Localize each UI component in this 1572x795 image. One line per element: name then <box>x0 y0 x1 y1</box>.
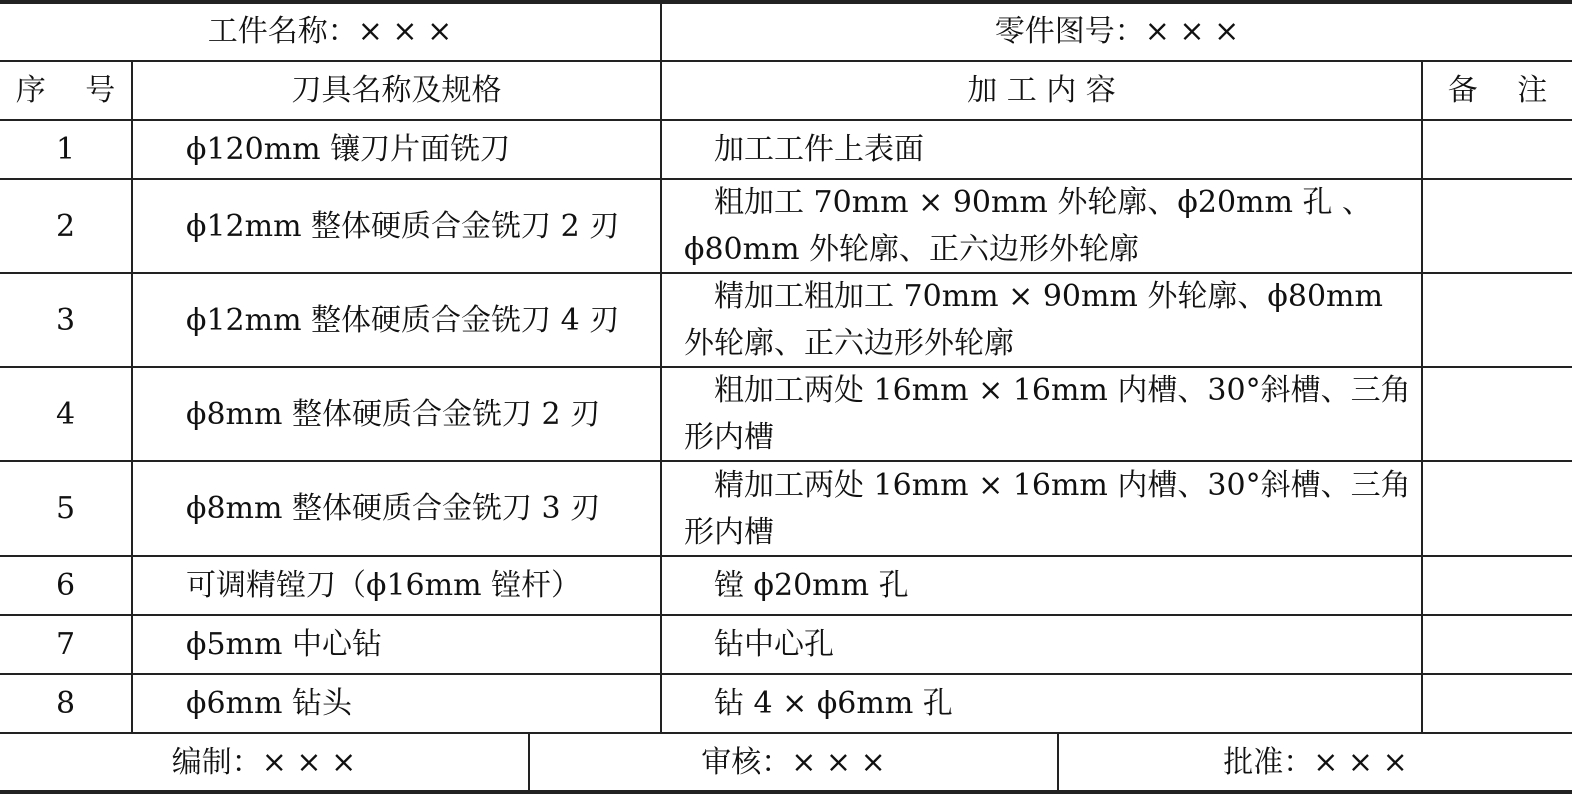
row-4-tool: ϕ8mm 整体硬质合金铣刀 2 刃 <box>186 396 601 432</box>
row-8-tool: ϕ6mm 钻头 <box>186 686 352 721</box>
row-5-seq: 5 <box>55 491 76 526</box>
row-3-tool: ϕ12mm 整体硬质合金铣刀 4 刃 <box>186 302 620 338</box>
row-3-seq: 3 <box>55 302 76 338</box>
row-1-content: 加工工件上表面 <box>684 132 924 167</box>
part-name: 工件名称：× × × <box>207 13 453 49</box>
col-header-remark: 备 注 <box>1447 73 1548 108</box>
row-7-content: 钻中心孔 <box>684 627 834 662</box>
row-2-content <box>684 180 1418 272</box>
row-6-tool: 可调精镗刀（ϕ16mm 镗杆） <box>186 568 582 603</box>
row-8-content: 钻 4 × ϕ6mm 孔 <box>684 686 953 721</box>
reviewed-by: 审核：× × × <box>701 744 886 780</box>
approved-by: 批准：× × × <box>1223 744 1408 780</box>
col-header-tool: 刀具名称及规格 <box>291 73 502 108</box>
row-7-tool: ϕ5mm 中心钻 <box>186 627 382 662</box>
row-2-tool: ϕ12mm 整体硬质合金铣刀 2 刃 <box>186 208 620 244</box>
row-6-content: 镗 ϕ20mm 孔 <box>684 568 909 603</box>
col-header-content: 加 工 内 容 <box>967 73 1116 108</box>
row-6-seq: 6 <box>55 568 76 603</box>
row-8-seq: 8 <box>55 686 76 721</box>
row-3-content-text: 精加工粗加工 70mm × 90mm 外轮廓、ϕ80mm 外轮廓、正六边形外轮廓 <box>684 279 1383 361</box>
drawing-number: 零件图号：× × × <box>994 13 1240 49</box>
rule-v <box>131 60 133 732</box>
row-2-seq: 2 <box>55 208 76 244</box>
prepared-by: 编制：× × × <box>171 744 357 780</box>
row-4-content <box>684 368 1418 460</box>
row-4-seq: 4 <box>55 396 76 432</box>
row-5-content-text: 精加工两处 16mm × 16mm 内槽、30°斜槽、三角形内槽 <box>684 467 1411 550</box>
row-5-content <box>684 462 1418 555</box>
rule-bottom <box>0 790 1572 794</box>
row-7-seq: 7 <box>55 627 76 662</box>
row-1-seq: 1 <box>55 132 76 167</box>
row-3-content <box>684 274 1418 366</box>
col-header-seq: 序 号 <box>15 73 116 108</box>
row-2-content-text: 粗加工 70mm × 90mm 外轮廓、ϕ20mm 孔 、ϕ80mm 外轮廓、正六边形外轮廓 <box>684 185 1373 267</box>
rule-v <box>1421 60 1423 732</box>
row-5-tool: ϕ8mm 整体硬质合金铣刀 3 刃 <box>186 491 601 526</box>
row-4-content-text: 粗加工两处 16mm × 16mm 内槽、30°斜槽、三角形内槽 <box>684 373 1411 455</box>
row-1-tool: ϕ120mm 镶刀片面铣刀 <box>186 132 511 167</box>
